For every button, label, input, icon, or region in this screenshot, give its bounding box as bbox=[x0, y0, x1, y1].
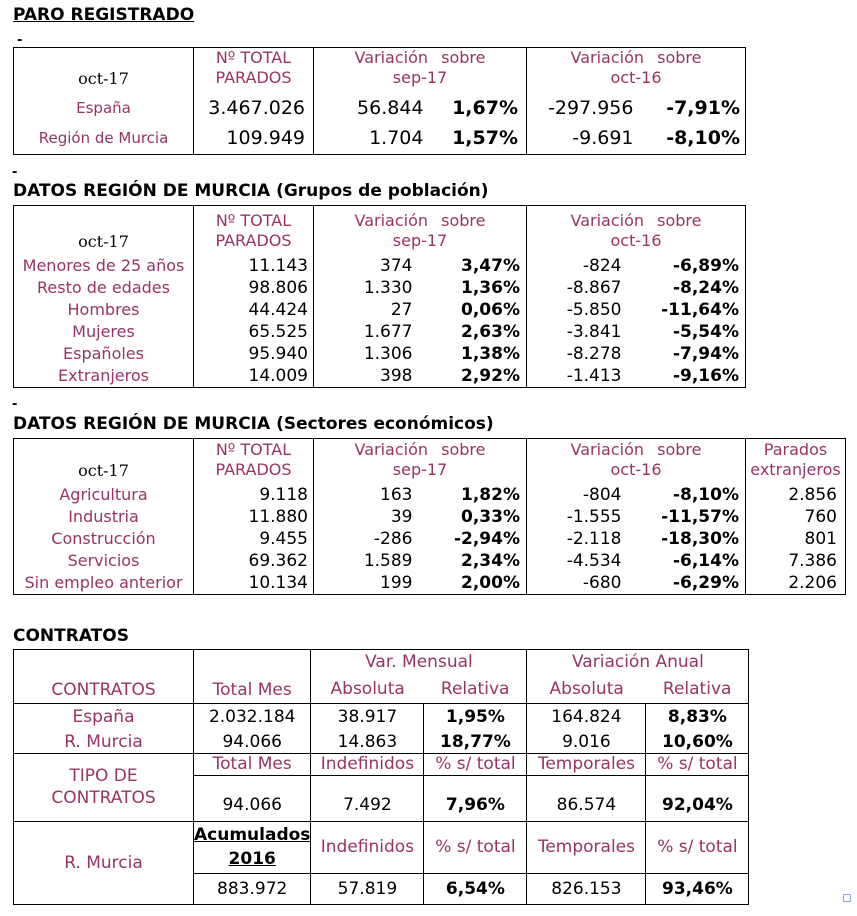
cell-year-abs: -1.555 bbox=[566, 506, 622, 527]
table-row bbox=[14, 321, 746, 343]
cell-total: 65.525 bbox=[194, 321, 314, 343]
header-var-month: Variación sobre sep-17 bbox=[314, 205, 527, 255]
header-total-mes: Total Mes bbox=[194, 649, 311, 703]
cell-month-abs: 1.306 bbox=[363, 344, 413, 364]
header-absoluta: Absoluta bbox=[311, 675, 424, 703]
header-var-year: Variación sobre oct-16 bbox=[570, 211, 702, 250]
cell-year-abs: -8.278 bbox=[566, 344, 622, 364]
header-relativa: Relativa bbox=[424, 675, 527, 703]
cell-year-abs: 164.824 bbox=[527, 703, 646, 731]
cell-year-pct: -11,64% bbox=[661, 300, 739, 320]
cell-temporales: 86.574 bbox=[527, 775, 646, 821]
cell-total: 98.806 bbox=[194, 277, 314, 299]
table-row bbox=[14, 528, 846, 550]
header-acumulados-2016: Acumulados 2016 bbox=[194, 821, 311, 873]
cell-year-pct: -18,30% bbox=[647, 528, 746, 550]
contratos-table bbox=[13, 649, 749, 905]
cell-month-pct: 1,36% bbox=[434, 277, 527, 299]
cell-year-abs: -8.867 bbox=[566, 278, 622, 298]
header-total-parados: Nº TOTAL PARADOS bbox=[194, 48, 314, 93]
cell-total: 9.455 bbox=[194, 528, 314, 550]
header-pct-total: % s/ total bbox=[646, 821, 749, 873]
table-row bbox=[14, 123, 746, 154]
row-label: Servicios bbox=[14, 550, 194, 572]
cell-indefinidos: 7.492 bbox=[311, 775, 424, 821]
cell-total: 95.940 bbox=[194, 343, 314, 365]
stray-dash-mark: - bbox=[17, 33, 23, 48]
cell-year-pct: -6,14% bbox=[647, 550, 746, 572]
cell-month-abs: -286 bbox=[373, 528, 413, 549]
table-row bbox=[14, 506, 846, 528]
header-var-month: Variación sobre sep-17 bbox=[314, 48, 527, 93]
header-parados-extranjeros: Parados extranjeros bbox=[750, 439, 841, 479]
page-title: PARO REGISTRADO bbox=[13, 5, 195, 25]
cell-foreign: 2.206 bbox=[788, 572, 837, 593]
cell-indefinidos: 57.819 bbox=[311, 873, 424, 904]
header-pct-total: % s/ total bbox=[424, 821, 527, 873]
header-total-mes: Total Mes bbox=[194, 753, 311, 775]
row-label: Españoles bbox=[14, 343, 194, 365]
cell-month-pct: 1,82% bbox=[434, 484, 527, 506]
header-period: oct-17 bbox=[14, 439, 194, 484]
header-indefinidos: Indefinidos bbox=[311, 753, 424, 775]
row-label: Menores de 25 años bbox=[14, 255, 194, 277]
cell-month-pct: 1,38% bbox=[434, 343, 527, 365]
header-row-acumulados bbox=[14, 821, 749, 873]
cell-year-pct: -8,10% bbox=[647, 484, 746, 506]
cell-year-pct: -11,57% bbox=[647, 506, 746, 528]
cell-total-mes: 2.032.184 bbox=[194, 703, 311, 731]
table-row bbox=[14, 365, 746, 388]
cell-total: 14.009 bbox=[194, 365, 314, 388]
row-label: R. Murcia bbox=[14, 731, 194, 753]
table-row bbox=[14, 572, 846, 595]
cell-total-mes: 94.066 bbox=[194, 775, 311, 821]
section-title-grupos: DATOS REGIÓN DE MURCIA (Grupos de población) bbox=[13, 180, 489, 201]
header-temporales: Temporales bbox=[527, 821, 646, 873]
cell-year-pct: -7,91% bbox=[666, 96, 740, 119]
cell-total: 44.424 bbox=[194, 299, 314, 321]
header-row-groups bbox=[14, 649, 749, 675]
sectores-economicos-table bbox=[13, 438, 846, 595]
cell-total: 9.118 bbox=[194, 484, 314, 506]
header-relativa: Relativa bbox=[646, 675, 749, 703]
stray-dash-mark: - bbox=[12, 397, 18, 412]
row-label: España bbox=[14, 92, 194, 123]
cell-month-pct: 1,95% bbox=[424, 703, 527, 731]
cell-month-abs: 1.330 bbox=[363, 278, 413, 298]
row-label: España bbox=[14, 703, 194, 731]
row-label: Agricultura bbox=[14, 484, 194, 506]
header-var-anual: Variación Anual bbox=[572, 652, 704, 673]
table-row bbox=[14, 255, 746, 277]
cell-month-abs: 199 bbox=[380, 572, 413, 593]
header-period: oct-17 bbox=[14, 205, 194, 255]
cell-year-pct: -6,29% bbox=[647, 572, 746, 595]
cell-year-abs: -2.118 bbox=[566, 528, 622, 549]
cell-total-mes: 94.066 bbox=[194, 731, 311, 753]
header-var-month: Variación sobre sep-17 bbox=[314, 439, 527, 484]
cell-year-pct: -8,10% bbox=[666, 127, 740, 150]
cell-year-pct: 8,83% bbox=[667, 707, 727, 728]
table-row bbox=[14, 299, 746, 321]
cell-month-abs: 1.704 bbox=[369, 127, 424, 150]
cell-temporales-pct: 93,46% bbox=[662, 878, 733, 899]
header-var-mensual: Var. Mensual bbox=[311, 649, 527, 675]
row-label: Mujeres bbox=[14, 321, 194, 343]
cell-month-pct: -2,94% bbox=[434, 528, 527, 550]
table-row bbox=[14, 550, 846, 572]
cell-month-pct: 0,06% bbox=[434, 299, 527, 321]
row-label: Resto de edades bbox=[14, 277, 194, 299]
corner-label: CONTRATOS bbox=[14, 649, 194, 703]
cell-month-abs: 163 bbox=[380, 484, 413, 505]
cell-foreign: 801 bbox=[804, 528, 837, 549]
cell-month-abs: 38.917 bbox=[311, 703, 424, 731]
row-label: Sin empleo anterior bbox=[14, 572, 194, 595]
table-row bbox=[14, 703, 749, 731]
header-total-parados: Nº TOTAL PARADOS bbox=[194, 439, 314, 484]
paro-registrado-table bbox=[13, 47, 746, 155]
header-period: oct-17 bbox=[14, 48, 194, 93]
header-pct-total: % s/ total bbox=[646, 753, 749, 775]
cell-month-pct: 0,33% bbox=[434, 506, 527, 528]
cell-month-abs: 56.844 bbox=[357, 96, 424, 119]
cell-month-pct: 1,57% bbox=[434, 123, 527, 154]
header-pct-total: % s/ total bbox=[424, 753, 527, 775]
cell-acumulado-total: 883.972 bbox=[194, 873, 311, 904]
cell-total: 11.880 bbox=[194, 506, 314, 528]
table-row bbox=[14, 731, 749, 753]
cell-month-pct: 2,63% bbox=[434, 321, 527, 343]
cell-year-pct: 10,60% bbox=[646, 731, 749, 753]
cell-total: 3.467.026 bbox=[194, 92, 314, 123]
cell-month-abs: 14.863 bbox=[311, 731, 424, 753]
selection-handle-icon bbox=[843, 894, 851, 902]
grupos-poblacion-table bbox=[13, 205, 746, 389]
table-row bbox=[14, 484, 846, 506]
rmurcia-label: R. Murcia bbox=[14, 821, 194, 904]
cell-year-abs: -804 bbox=[582, 484, 622, 505]
cell-year-abs: -3.841 bbox=[566, 322, 622, 342]
cell-year-abs: -9.691 bbox=[572, 127, 634, 150]
table-row bbox=[14, 343, 746, 365]
cell-month-pct: 18,77% bbox=[424, 731, 527, 753]
header-var-year: Variación sobre oct-16 bbox=[527, 439, 746, 484]
section-title-sectores: DATOS REGIÓN DE MURCIA (Sectores económicos) bbox=[13, 414, 494, 434]
cell-year-abs: -680 bbox=[582, 572, 622, 593]
cell-year-pct: -7,94% bbox=[672, 344, 739, 364]
cell-month-pct: 3,47% bbox=[434, 255, 527, 277]
header-var-year: Variación sobre oct-16 bbox=[570, 48, 702, 87]
row-label: Región de Murcia bbox=[14, 123, 194, 154]
cell-total: 109.949 bbox=[194, 123, 314, 154]
table-row bbox=[14, 92, 746, 123]
cell-indefinidos-pct: 7,96% bbox=[424, 775, 527, 821]
table-row bbox=[14, 277, 746, 299]
cell-temporales-pct: 92,04% bbox=[646, 775, 749, 821]
cell-foreign: 760 bbox=[804, 506, 837, 527]
cell-total: 10.134 bbox=[194, 572, 314, 595]
header-row-tipo bbox=[14, 753, 749, 775]
cell-year-abs: -5.850 bbox=[566, 300, 622, 320]
cell-year-abs: -4.534 bbox=[566, 550, 622, 571]
cell-year-pct: -6,89% bbox=[672, 256, 739, 276]
cell-month-abs: 1.589 bbox=[363, 550, 413, 571]
row-label: Extranjeros bbox=[14, 365, 194, 388]
cell-month-pct: 2,92% bbox=[434, 365, 527, 388]
cell-year-abs: -297.956 bbox=[548, 96, 634, 119]
cell-month-abs: 1.677 bbox=[363, 322, 413, 342]
cell-month-pct: 2,00% bbox=[434, 572, 527, 595]
cell-year-abs: -824 bbox=[582, 256, 622, 276]
cell-month-abs: 374 bbox=[380, 256, 413, 276]
cell-indefinidos-pct: 6,54% bbox=[424, 873, 527, 904]
header-absoluta: Absoluta bbox=[527, 675, 646, 703]
cell-month-pct: 2,34% bbox=[434, 550, 527, 572]
cell-year-abs: -1.413 bbox=[566, 366, 622, 386]
cell-month-abs: 398 bbox=[380, 366, 413, 386]
header-temporales: Temporales bbox=[527, 753, 646, 775]
cell-month-pct: 1,67% bbox=[434, 92, 527, 123]
cell-year-pct: -5,54% bbox=[672, 322, 739, 342]
header-indefinidos: Indefinidos bbox=[311, 821, 424, 873]
cell-total: 11.143 bbox=[194, 255, 314, 277]
cell-year-pct: -8,24% bbox=[672, 278, 739, 298]
row-label: Construcción bbox=[14, 528, 194, 550]
stray-dash-mark: - bbox=[12, 165, 18, 180]
cell-foreign: 7.386 bbox=[788, 550, 837, 571]
cell-month-abs: 27 bbox=[390, 300, 413, 320]
cell-month-abs: 39 bbox=[390, 506, 413, 527]
row-label: Industria bbox=[14, 506, 194, 528]
row-label: Hombres bbox=[14, 299, 194, 321]
cell-temporales: 826.153 bbox=[527, 873, 646, 904]
cell-total: 69.362 bbox=[194, 550, 314, 572]
cell-foreign: 2.856 bbox=[788, 484, 837, 505]
header-total-parados: Nº TOTAL PARADOS bbox=[194, 205, 314, 255]
tipo-contratos-label: TIPO DE CONTRATOS bbox=[14, 753, 194, 821]
cell-year-pct: -9,16% bbox=[672, 366, 739, 386]
section-title-contratos: CONTRATOS bbox=[13, 625, 129, 646]
cell-year-abs: 9.016 bbox=[527, 731, 646, 753]
